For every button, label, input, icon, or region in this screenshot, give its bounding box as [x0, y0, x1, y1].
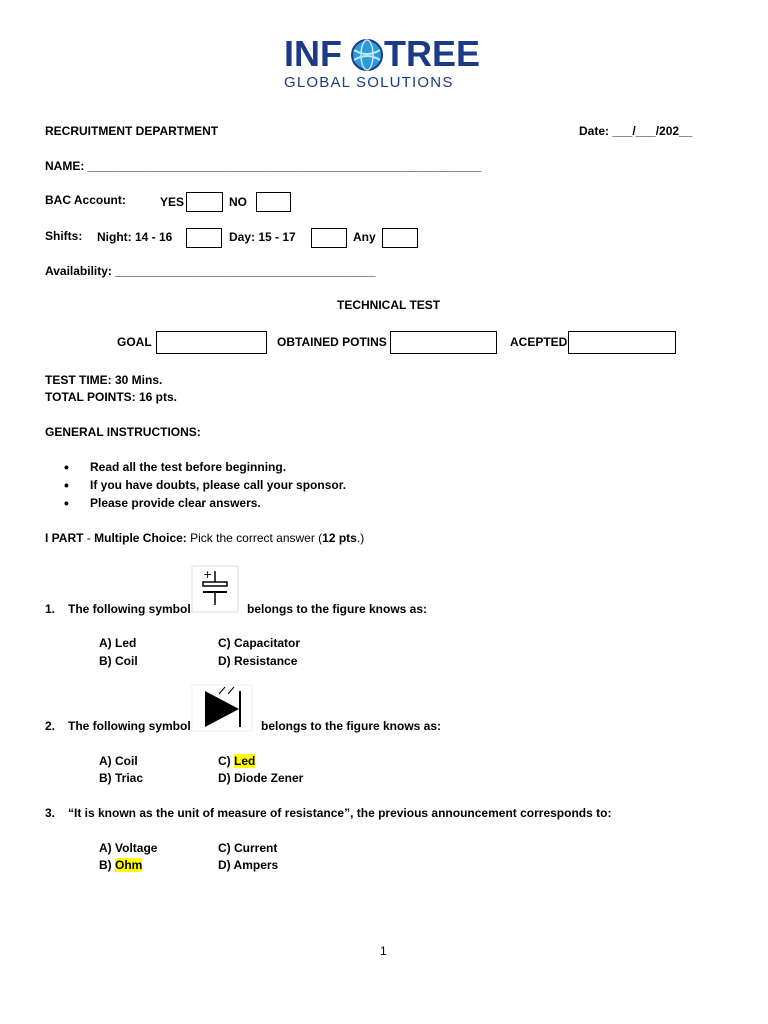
question-text: “It is known as the unit of measure of resistance”, the previous announcement corresponds to: [68, 806, 612, 820]
instructions-list [64, 458, 346, 512]
highlighted-answer: Ohm [115, 858, 143, 872]
option-c[interactable]: C) Current [218, 841, 278, 855]
question-text-pre: The following symbol [68, 602, 191, 616]
instruction-item: • If you have doubts, please call your sponsor. [64, 476, 346, 494]
page-number: 1 [380, 944, 387, 958]
option-a[interactable]: A) Led [99, 636, 137, 650]
instruction-item: • Please provide clear answers. [64, 494, 346, 512]
instruction-item: • Read all the test before beginning. [64, 458, 346, 476]
obtained-points-box[interactable] [390, 331, 497, 354]
question-text-post: belongs to the figure knows as: [261, 719, 442, 733]
capacitor-symbol-icon [191, 565, 239, 613]
part1-heading [45, 531, 364, 545]
goal-label: GOAL [117, 335, 152, 349]
part1-text: Pick the correct answer ( [186, 531, 323, 545]
logo-name-left: INF [284, 33, 342, 74]
globe-icon [350, 38, 384, 72]
logo-name-right: TREE [384, 33, 481, 74]
part1-sep: - [83, 531, 95, 545]
led-symbol-icon [191, 684, 253, 732]
department-heading: RECRUITMENT DEPARTMENT [45, 124, 219, 138]
option-b[interactable]: B) Coil [99, 654, 138, 668]
day-shift-checkbox[interactable] [311, 228, 347, 248]
date-field: Date: ___/___/202__ [579, 124, 693, 138]
option-a[interactable]: A) Coil [99, 754, 138, 768]
part1-number: I PART [45, 531, 84, 545]
yes-label: YES [160, 195, 185, 209]
day-shift-label: Day: 15 - 17 [229, 230, 296, 244]
option-b[interactable]: B) Triac [99, 771, 144, 785]
svg-text:+: + [203, 568, 213, 581]
instructions-title: GENERAL INSTRUCTIONS: [45, 425, 201, 439]
logo-tagline: GLOBAL SOLUTIONS [284, 74, 454, 91]
part1-points: 12 pts [322, 531, 357, 545]
option-b-prefix: B) [99, 858, 115, 872]
company-logo [284, 33, 481, 92]
option-c-prefix: C) [218, 754, 234, 768]
option-a[interactable]: A) Voltage [99, 841, 158, 855]
availability-field: Availability: _______________________________________ [45, 264, 376, 278]
option-c[interactable]: C) Capacitator [218, 636, 301, 650]
highlighted-answer: Led [234, 754, 256, 768]
no-label: NO [229, 195, 247, 209]
total-points: TOTAL POINTS: 16 pts. [45, 390, 178, 404]
part1-kind: Multiple Choice: [94, 531, 187, 545]
question-number: 2. [45, 719, 56, 733]
technical-test-title: TECHNICAL TEST [337, 298, 441, 312]
question-text-post: belongs to the figure knows as: [247, 602, 428, 616]
option-d[interactable]: D) Resistance [218, 654, 298, 668]
option-d[interactable]: D) Diode Zener [218, 771, 304, 785]
shifts-label: Shifts: [45, 229, 83, 243]
option-d[interactable]: D) Ampers [218, 858, 279, 872]
name-field: NAME: ___________________________________________________________ [45, 159, 482, 173]
part1-close: .) [356, 531, 365, 545]
no-checkbox[interactable] [256, 192, 291, 212]
accepted-label: ACEPTED [510, 335, 568, 349]
question-number: 1. [45, 602, 56, 616]
question-text-pre: The following symbol [68, 719, 191, 733]
goal-box[interactable] [156, 331, 267, 354]
any-shift-checkbox[interactable] [382, 228, 418, 248]
option-c[interactable] [218, 754, 255, 768]
question-number: 3. [45, 806, 56, 820]
any-shift-label: Any [353, 230, 376, 244]
test-time: TEST TIME: 30 Mins. [45, 373, 163, 387]
night-shift-label: Night: 14 - 16 [97, 230, 173, 244]
obtained-points-label: OBTAINED POTINS [277, 335, 387, 349]
accepted-box[interactable] [568, 331, 676, 354]
yes-checkbox[interactable] [186, 192, 223, 212]
bac-account-label: BAC Account: [45, 193, 126, 207]
option-b[interactable] [99, 858, 142, 872]
night-shift-checkbox[interactable] [186, 228, 222, 248]
